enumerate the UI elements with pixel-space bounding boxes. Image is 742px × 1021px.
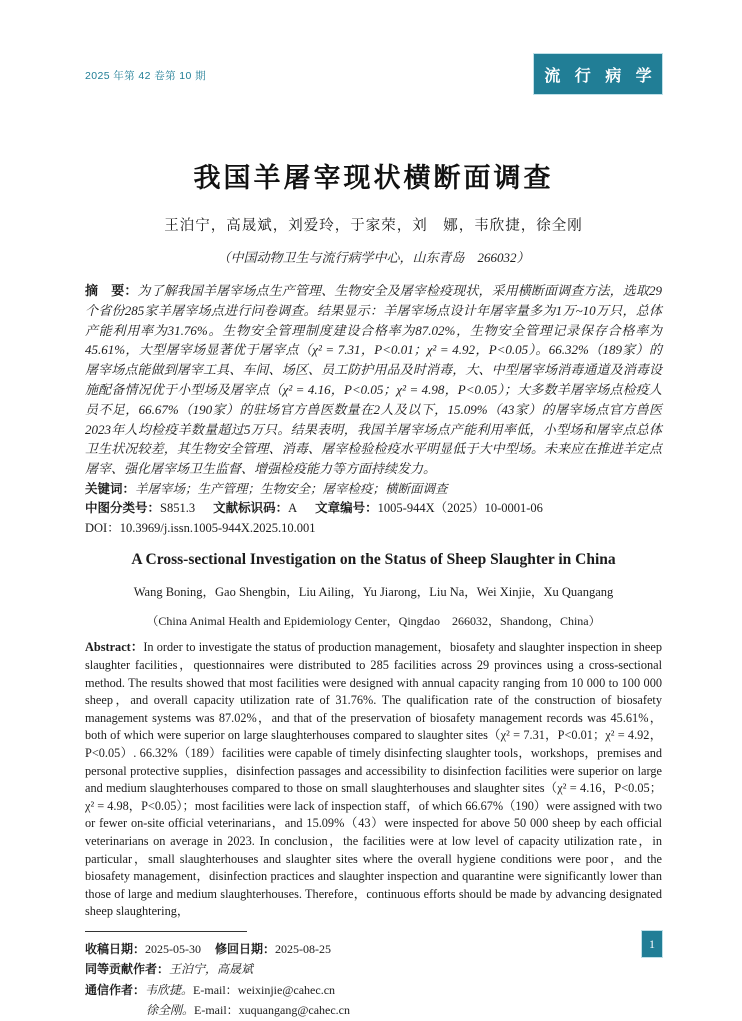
article-id-label: 文章编号：: [315, 501, 378, 516]
clc-value: S851.3: [160, 501, 196, 516]
equal-contrib-label: 同等贡献作者：: [85, 962, 170, 977]
abstract-en: [85, 639, 662, 921]
abstract-en-label: Abstract：: [85, 640, 144, 655]
equal-contrib-line: [85, 959, 662, 980]
column-badge: 流 行 病 学: [533, 53, 663, 95]
issue-volume-label: 2025 年第 42 卷第 10 期: [85, 70, 207, 82]
abstract-zh-text: 为了解我国羊屠宰场点生产管理、生物安全及屠宰检疫现状，采用横断面调查方法，选取29个省份285家羊屠宰场点进行问卷调查。结果显示：羊屠宰场点设计年屠宰量多为1万~10万只，总体产能利用率为31.76%。生物安全管理制度建设合格率为87.02%，生物安全管理记录保存合格率为45.61%，大型屠宰场显著优于屠宰点（χ² = 7.31，P<0.01；χ² = 4.92，P<0.05）。66.32%（189家）的屠宰场点能做到屠宰工具、车间、场区、员工防护用品及时消毒，大、中型屠宰场消毒通道及消毒设施配备情况优于小型场及屠宰点（χ² = 4.16，P<0.05；χ² = 4.98，P<0.05）；大多数羊屠宰场点检疫人员不足，66.67%（190家）的驻场官方兽医数量在2人及以下，15.09%（43家）的屠宰场点官方兽医2023年人均检疫羊数量超过5万只。结果表明，我国羊屠宰场点产能利用率低，小型场和屠宰点总体卫生状况较差，其生物安全管理、消毒、屠宰检验检疫水平明显低于大中型场。未来应在推进羊定点屠宰、强化屠宰场卫生监督、增强检疫能力等方面持续发力。: [85, 283, 662, 477]
authors-en: Wang Boning，Gao Shengbin，Liu Ailing，Yu Jiarong，Liu Na，Wei Xinjie，Xu Quangang: [133, 585, 614, 600]
clc-label: 中图分类号：: [85, 501, 161, 516]
corresponding-line-1: [85, 980, 662, 1001]
received-date: 2025-05-30: [145, 941, 202, 956]
keywords-text: 羊屠宰场；生产管理；生物安全；屠宰检疫；横断面调查: [135, 481, 448, 496]
keywords-line: [85, 480, 662, 500]
doi-line: [85, 519, 662, 539]
corresponding-name-1: 韦欣捷。: [145, 982, 194, 997]
received-label: 收稿日期：: [85, 941, 146, 956]
revised-label: 修回日期：: [215, 941, 276, 956]
authors-zh: 王泊宁，高晟斌，刘爱玲，于家荣，刘 娜，韦欣捷，徐全刚: [164, 218, 583, 234]
email-address-1: weixinjie@cahec.cn: [237, 982, 336, 997]
doi-value: 10.3969/j.issn.1005-944X.2025.10.001: [119, 520, 316, 535]
article-title-zh: 我国羊屠宰现状横断面调查: [193, 163, 554, 193]
keywords-label: 关键词：: [85, 481, 136, 496]
doc-code-value: A: [288, 501, 298, 516]
doi-label: DOI：: [85, 520, 120, 535]
affiliation-zh: （中国动物卫生与流行病学中心，山东青岛 266032）: [217, 250, 530, 265]
footnote-divider: [85, 931, 247, 932]
email-address-2: xuquangang@cahec.cn: [238, 1003, 351, 1018]
equal-contrib-authors: 王泊宁，高晟斌: [169, 962, 254, 977]
corresponding-line-2: [85, 1000, 662, 1021]
classification-line: [85, 499, 662, 519]
corresponding-name-2: 徐全刚。: [146, 1003, 195, 1018]
corresponding-label: 通信作者：: [85, 982, 146, 997]
dates-line: [85, 939, 662, 960]
abstract-zh: [85, 281, 662, 479]
affiliation-en: （China Animal Health and Epidemiology Center，Qingdao 266032，Shandong，China）: [146, 614, 601, 629]
email-label-2: E-mail：: [194, 1003, 239, 1018]
page-number-badge: 1: [641, 930, 663, 958]
revised-date: 2025-08-25: [275, 941, 332, 956]
email-label-1: E-mail：: [193, 982, 238, 997]
article-title-en: A Cross-sectional Investigation on the Status of Sheep Slaughter in China: [131, 551, 616, 569]
abstract-zh-label: 摘 要：: [85, 283, 138, 298]
doc-code-label: 文献标识码：: [213, 501, 289, 516]
footnote-block: [85, 939, 662, 1021]
article-body: [85, 156, 662, 1021]
abstract-en-text: In order to investigate the status of production management，biosafety and slaughter inspection in sheep slaughter facilities，questionnaires were distributed to 285 facilities across 29 provinces using a cross-sectional method. The results showed that most facilities were designed with annual capacity ranging from 10 000 to 100 000 sheep，and overall capacity utilization rate of 31.76%. The qualification rate of the construction of biosafety management systems was 87.02%，and that of the preservation of biosafety management records was 45.61%，both of which were superior on large slaughterhouses compared to slaughter sites（χ² = 7.31，P<0.01；χ² = 4.92，P<0.05）. 66.32%（189）facilities were capable of timely disinfecting slaughter tools，workshops，premises and personal protective supplies，disinfection passages and accessibility to disinfection facilities were superior on large and medium slaughterhouses compared to those on small slaughterhouses and slaughter sites（χ² = 4.16，P<0.05；χ² = 4.98，P<0.05）；most facilities were lack of inspection staff，of which 66.67%（190）were assigned with two or fewer on-site official veterinarians，and 15.09%（43）were inspected for above 50 000 sheep by each official veterinarians on average in 2023. In conclusion，the facilities were at low level of capacity utilization rate，in particular，small slaughterhouses and slaughter sites where the overall hygiene conditions were poor，and the biosafety management，disinfection practices and slaughter inspection and quarantine were significantly lower than those of large and medium slaughterhouses. Therefore，continuous efforts should be made by advancing designated sheep slaughtering，: [85, 640, 662, 919]
article-id-value: 1005-944X（2025）10-0001-06: [377, 501, 543, 516]
